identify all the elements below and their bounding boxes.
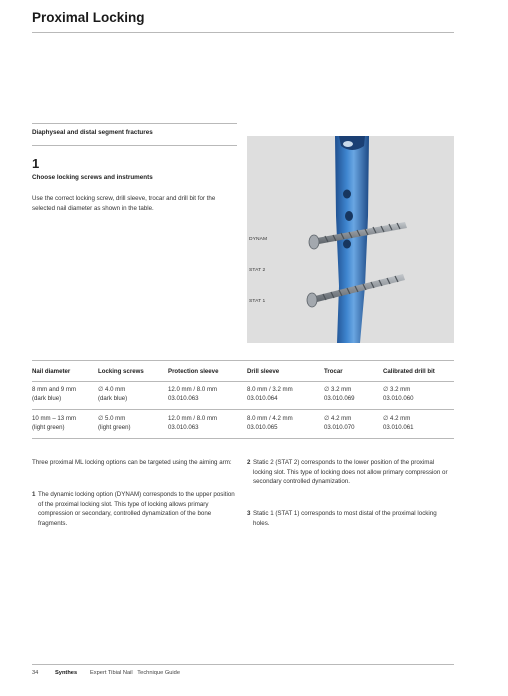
- locking-hole: [345, 211, 353, 221]
- option-item: [32, 490, 237, 528]
- table-cell: 8.0 mm / 4.2 mm 03.010.065: [247, 415, 293, 432]
- option-number: 3: [247, 510, 251, 517]
- table-row-divider: [32, 409, 454, 410]
- nail-top-highlight: [343, 141, 353, 147]
- guide-title: Expert Tibial Nail Technique Guide: [90, 670, 180, 676]
- table-cell: 8 mm and 9 mm (dark blue): [32, 386, 77, 403]
- option-number: 1: [32, 491, 36, 498]
- step-number: 1: [32, 156, 40, 171]
- option-item: [247, 458, 454, 487]
- table-cell: 12.0 mm / 8.0 mm 03.010.063: [168, 415, 218, 432]
- table-top-divider: [32, 360, 454, 361]
- page-title: Proximal Locking: [32, 10, 145, 25]
- table-cell: ∅ 4.2 mm 03.010.061: [383, 415, 414, 432]
- table-header: Nail diameter: [32, 368, 71, 375]
- table-cell: ∅ 4.2 mm 03.010.070: [324, 415, 355, 432]
- brand-name: Synthes: [55, 670, 78, 676]
- table-cell: 12.0 mm / 8.0 mm 03.010.063: [168, 386, 218, 403]
- header-divider: [32, 32, 454, 33]
- step-body: Use the correct locking screw, drill sleeve, trocar and drill bit for the selected nail diameter as shown in the table.: [32, 195, 216, 212]
- table-cell: ∅ 3.2 mm 03.010.060: [383, 386, 414, 403]
- table-cell: ∅ 4.0 mm (dark blue): [98, 386, 128, 403]
- option-text: The dynamic locking option (DYNAM) corresponds to the upper position of the proximal locking slot. This type of locking allows primary compression or secondary, controlled dynamization of the bone fragments.: [38, 491, 235, 527]
- table-cell: 10 mm – 13 mm (light green): [32, 415, 77, 432]
- table-cell: ∅ 3.2 mm 03.010.069: [324, 386, 355, 403]
- table-header: Calibrated drill bit: [383, 368, 435, 375]
- locking-hole: [343, 190, 351, 199]
- option-text: Static 2 (STAT 2) corresponds to the lower position of the proximal locking slot. This type of locking does not allow primary compression or secondary controlled dynamization.: [253, 459, 448, 486]
- section-heading: Diaphyseal and distal segment fractures: [32, 129, 153, 136]
- table-header: Locking screws: [98, 368, 144, 375]
- footer-divider: [32, 664, 454, 665]
- locking-hole: [343, 240, 351, 249]
- stat1-label: STAT 1: [249, 299, 266, 304]
- table-header: Protection sleeve: [168, 368, 219, 375]
- nail-photo: [247, 136, 454, 343]
- section-divider-lower: [32, 145, 237, 146]
- stat2-label: STAT 2: [249, 268, 266, 273]
- table-header-divider: [32, 381, 454, 382]
- tibial-nail-illustration: [247, 136, 454, 343]
- section-divider: [32, 123, 237, 124]
- page-number: 34: [32, 670, 39, 676]
- option-number: 2: [247, 459, 251, 466]
- table-cell: 8.0 mm / 3.2 mm 03.010.064: [247, 386, 293, 403]
- option-text: Static 1 (STAT 1) corresponds to most distal of the proximal locking holes.: [253, 510, 437, 527]
- table-header: Drill sleeve: [247, 368, 280, 375]
- dynam-label: DYNAM: [249, 237, 268, 242]
- step-title: Choose locking screws and instruments: [32, 174, 153, 181]
- option-item: [247, 509, 454, 528]
- table-bottom-divider: [32, 438, 454, 439]
- table-header: Trocar: [324, 368, 343, 375]
- options-intro: Three proximal ML locking options can be targeted using the aiming arm:: [32, 459, 232, 466]
- table-cell: ∅ 5.0 mm (light green): [98, 415, 131, 432]
